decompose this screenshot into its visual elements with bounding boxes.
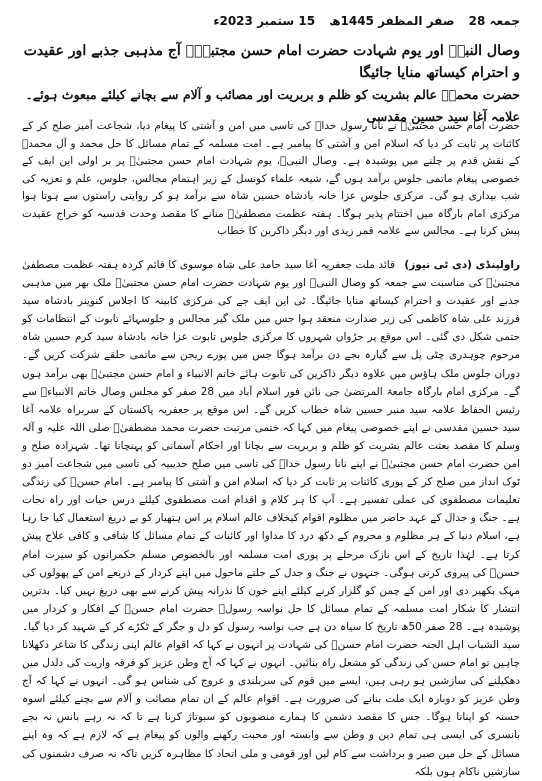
lead-paragraph: حضرت امام حسن مجتبیٰؑ نے نانا رسول خداؐ کی تاسی میں امن و آشتی کا پیغام دیا، شجاعت آمیز صلح کر کے کائنات پر ثابت کر دیا کہ اسلام امن و آشتی کا پیامبر ہے۔ امت مسلمہ کے تمام مسائل کا حل محمد و آل محمدؐ کے نقش قدم پر چلنے میں پوشیدہ ہے۔ وصال النبیؐ، یوم شہادت امام حسن مجتبیٰؑ پر بر اولی این ایف کے خصوصی پیغام ماتمی جلوس برآمد ہوں گے، شیعہ علماء کونسل کے زیر اہتمام مجالس، جلوس، علم و تعزیہ کی شب بیداری ہو گی۔ مرکزی جلوس عزا خانہ بادشاہ حسین شاہ سے برآمد ہو کر روایتی راستوں سے ہوتا ہوا مرکزی امام بارگاہ میں اختتام پذیر ہوگا۔ ہفتہ عظمت مصطفیٰؐ منانے کا مقصد وحدت قدسیہ کو خراج عقیدت پیش کرنا ہے۔ مجالس سے علامہ قمر زیدی اور دیگر ذاکرین کا خطاب [22, 120, 520, 237]
article-body [22, 256, 521, 778]
sub-headline: حضرت محمدؐ عالم بشریت کو ظلم و بربریت اور مصائب و آلام سے بچانے کیلئے مبعوث ہوئے۔ علامہ آغا سید حسین مقدسی [25, 87, 520, 124]
article-text: قائد ملت جعفریہ آغا سید حامد علی شاہ موسوی کا قائم کردہ ہفتہ عظمت مصطفیٰ مجتبیٰؑ کی مناسبت سے جمعہ کو وصال النبیؐ اور یوم شہادت حضرت امام حسن مجتبیٰؑ ملک بھر میں مذہبی جذبے اور عقیدت و احترام کیساتھ منایا جائیگا۔ ٹی این ایف جے کی مرکزی کابینہ کا اجلاس کنوینر بادشاہ سید فرزند علی شاہ کاظمی کی زیر صدارت منعقد ہوا جس میں ملک گیر مجالس و جلوسہائے تابوت کے انتظامات کو حتمی شکل دی گئی۔ اس موقع پر جڑواں شہروں کا مرکزی جلوس تابوت عزا خانہ بادشاہ سید کرم حسین شاہ مرحوم چوہدری چٹی پل سے گیارہ بجے دن برآمد ہوگا جس میں پورے ریجن سے ماتمی حلقے شرکت کریں گے۔ دوران جلوس ملک ہاؤس میں علاوہ دیگر ذاکرین کی تابوت ہائے خاتم الانبیاء و امام حسن مجتبیٰؑ بھی برآمد ہوں گے۔ مرکزی امام بارگاہ جامعۃ المرتضیٰ جی نائن فور اسلام آباد میں 28 صفر کو مجلس وصال خاتم الانبیاءؐ سے رئیس الحفاظ علامہ سید منیر حسین شاہ خطاب کریں گے۔ اس موقع پر جعفریہ پاکستان کے سربراہ علامہ آغا سید حسین مقدسی نے اپنے خصوصی پیغام میں کہا کہ ختمی مرتبت حضرت محمد مصطفیٰؐ صلی اللہ علیہ و آلہ وسلم کا مقصد بعثت عالم بشریت کو ظلم و بربریت سے بچانا اور احکام آسمانی کو پہنچانا تھا۔ شہزادہ صلح و امن حضرت امام حسن مجتبیٰؑ نے اپنے نانا رسول خداؐ کی تاسی میں صلح حدیبیہ کی تاسی میں شجاعت آمیز دو ٹوک انداز میں صلح کر کے پوری کائنات پر ثابت کر دیا کہ اسلام امن و آشتی کا پیامبر ہے۔ امام حسنؑ کی زندگی تعلیمات مصطفوی کی عملی تفسیر ہے۔ آپ کا ہر کلام و اقدام امت مصطفوی کیلئے درس حیات اور راہ نجات ہے۔ جنگ و جدال کے عہد حاضر میں مظلوم اقوام کیخلاف عالم اسلام پر اس ہتھیار کو بے دریغ استعمال کیا جا رہا ہے، اسلام دنیا کے ہر مظلوم و محروم کے دکھ درد کا مداوا اور کائنات کے تمام مسائل کا شافی و کافی علاج پیش کرتا ہے۔ لہٰذا تاریخ کے اس نازک مرحلے پر پوری امت مسلمہ اور بالخصوص مسلم حکمرانوں کو سیرت امام حسنؑ کی پیروی کرنی ہوگی۔ جنہوں نے جنگ و جدل کے جلتے ماحول میں اپنے کردار کے ذریعے امن کے پھولوں کی مہک بکھیر دی اور امن کے چمن کو گلزار کرنے کیلئے اپنے خون کا نذرانہ پیش کرنے سے بھی دریغ نہیں کیا۔ بدترین انتشار کا شکار امت مسلمہ کے تمام مسائل کا حل نواسہ رسولؐ حضرت امام حسنؑ کے افکار و کردار میں پوشیدہ ہے۔ 28 صفر 50ھ تاریخ کا سیاہ دن ہے جب نواسہ رسول کو دل و جگر کے ٹکڑے کر کے شہید کر دیا گیا۔ سید الشباب اہل الجنہ حضرت امام حسنؑ کی شہادت پر انہوں نے کہا کہ اقوام عالم اپنی زندگی کا شاعر دکھلانا چاہیں تو امام حسن کی زندگی کو مشعل راہ بنائیں۔ انہوں نے کہا کہ آج وطن عزیز کو فرقہ واریت کی دلدل میں دھکیلنے کی سازشیں ہو رہی ہیں، ایسے میں قوم کی سربلندی و عروج کی شناس ہو گی۔ انہوں نے کہا کہ آج وطن عزیز کو دوبارہ ایک ملت بنانے کی ضرورت ہے۔ اقوام عالم کے ان تمام مصائب و آلام سے بچنے کیلئے اسوہ حسنہ کو اپنانا ہوگا۔ جس کا مقصد دشمن کا ہمارے منصوبوں کو سبوتاژ کرنا ہے تا کہ نہ رہے بانس نہ بجے بانسری کی ایسی ہی تمام دین و وطن سے وابستہ اور محبت رکھنے والوں کو پیغام ہے کہ لازم ہے کہ وہ اپنے مسائل کے حل میں صبر و برداشت سے کام لیں اور قومی و ملی اتحاد کا مظاہرہ کریں تاکہ نہ صرف دشمنوں کی سازشیں ناکام ہوں بلکہ [22, 259, 520, 778]
dateline [22, 14, 520, 28]
place-byline: راولپنڈی (دی ٹی نیوز) [404, 259, 521, 271]
date-hijri: صفر المظفر 1445ھ [329, 14, 455, 28]
headline-block [22, 40, 520, 128]
date-day: جمعہ 28 [468, 14, 520, 28]
main-headline: وصال النبیؐ اور یوم شہادت حضرت امام حسن مجتبیٰؑ آج مذہبی جذبے اور عقیدت و احترام کیساتھ منایا جائیگا [23, 43, 520, 81]
date-gregorian: 15 ستمبر 2023ء [213, 14, 316, 28]
